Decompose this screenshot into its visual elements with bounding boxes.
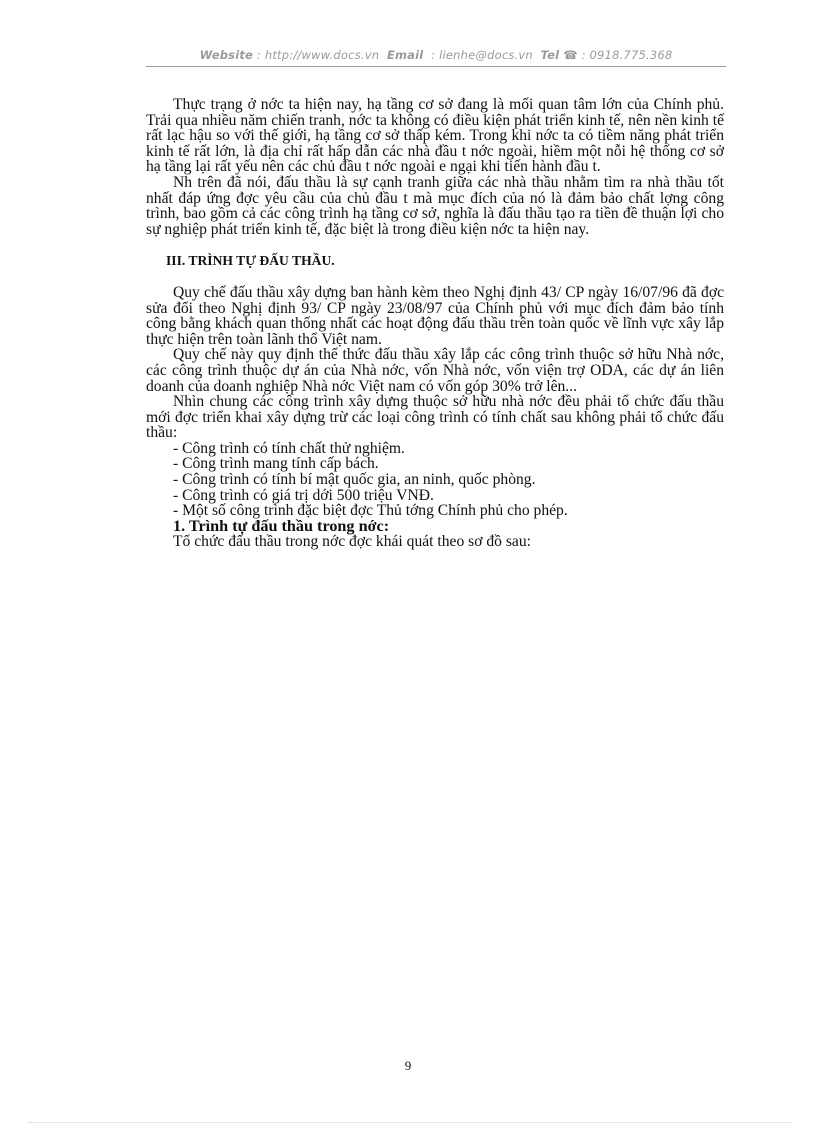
- section-title: III. TRÌNH TỰ ĐẤU THẦU.: [166, 253, 335, 269]
- tel-label: Tel: [540, 48, 560, 62]
- list-item: - Công trình mang tính cấp bách.: [173, 455, 379, 473]
- tel-value: : 0918.775.368: [581, 48, 673, 62]
- header-divider: [146, 66, 726, 67]
- paragraph: Nh trên đã nói, đấu thầu là sự cạnh tranh giữa các nhà thầu nhằm tìm ra nhà thầu tốt nhất đáp ứng đợc yêu cầu của chủ đầu t mà mục đích của nó là đảm bảo chất lợng công trình, bao gồm cả các công trình hạ tầng cơ sở, nghĩa là đấu thầu tạo ra tiền đề thuận lợi cho sự nghiệp phát triển kinh tế, đặc biệt là trong điều kiện nớc ta hiện nay.: [146, 173, 724, 238]
- document-body: [146, 97, 724, 550]
- list-item: - Công trình có tính bí mật quốc gia, an ninh, quốc phòng.: [173, 471, 536, 489]
- website-value[interactable]: : http://www.docs.vn: [256, 48, 380, 62]
- page-header: [146, 48, 726, 62]
- email-value[interactable]: : lienhe@docs.vn: [431, 48, 533, 62]
- paragraph: Quy chế này quy định thể thức đấu thầu xây lắp các công trình thuộc sở hữu Nhà nớc, các công trình thuộc dự án của Nhà nớc, vốn Nhà nớc, vốn viện trợ ODA, các dự án liên doanh của doanh nghiệp Nhà nớc Việt nam có vốn góp 30% trở lên...: [146, 346, 724, 395]
- page-number: 9: [404, 1058, 412, 1073]
- phone-icon: ☎: [563, 48, 578, 62]
- list-item: - Một số công trình đặc biệt đợc Thủ tớng Chính phủ cho phép.: [173, 502, 568, 520]
- website-label: Website: [199, 48, 254, 62]
- list-item: - Công trình có tính chất thử nghiệm.: [173, 439, 405, 457]
- list-item: - Công trình có giá trị dới 500 triệu VNĐ.: [173, 486, 434, 504]
- paragraph: Nhìn chung các công trình xây dựng thuộc sở hữu nhà nớc đều phải tổ chức đấu thầu mới đợc triển khai xây dựng trừ các loại công trình có tính chất sau không phải tổ chức đấu thầu:: [146, 393, 724, 442]
- paragraph: Thực trạng ở nớc ta hiện nay, hạ tầng cơ sở đang là mối quan tâm lớn của Chính phủ. Trải qua nhiều năm chiến tranh, nớc ta không có điều kiện phát triển kinh tế, nên nền kinh tế rất lạc hậu so với thế giới, hạ tầng cơ sở thấp kém. Trong khi nớc ta có tiềm năng phát triển kinh tế rất lớn, là địa chỉ rất hấp dẫn các nhà đầu t nớc ngoài, hiềm một nỗi hệ thống cơ sở hạ tầng lại rất yếu nên các chủ đầu t nớc ngoài e ngại khi tiến hành đầu t.: [146, 96, 724, 176]
- paragraph: Quy chế đấu thầu xây dựng ban hành kèm theo Nghị định 43/ CP ngày 16/07/96 đã đợc sửa đổi theo Nghị định 93/ CP ngày 23/08/97 của Chính phủ với mục đích đảm bảo tính công bằng khách quan thống nhất các hoạt động đấu thầu trên toàn quốc về lĩnh vực xây lắp thực hiện trên toàn lãnh thổ Việt nam.: [146, 283, 724, 348]
- email-label: Email: [386, 48, 424, 62]
- subsection-title: 1. Trình tự đấu thầu trong nớc:: [173, 516, 390, 535]
- paragraph: Tổ chức đấu thầu trong nớc đợc khái quát theo sơ đồ sau:: [173, 533, 531, 551]
